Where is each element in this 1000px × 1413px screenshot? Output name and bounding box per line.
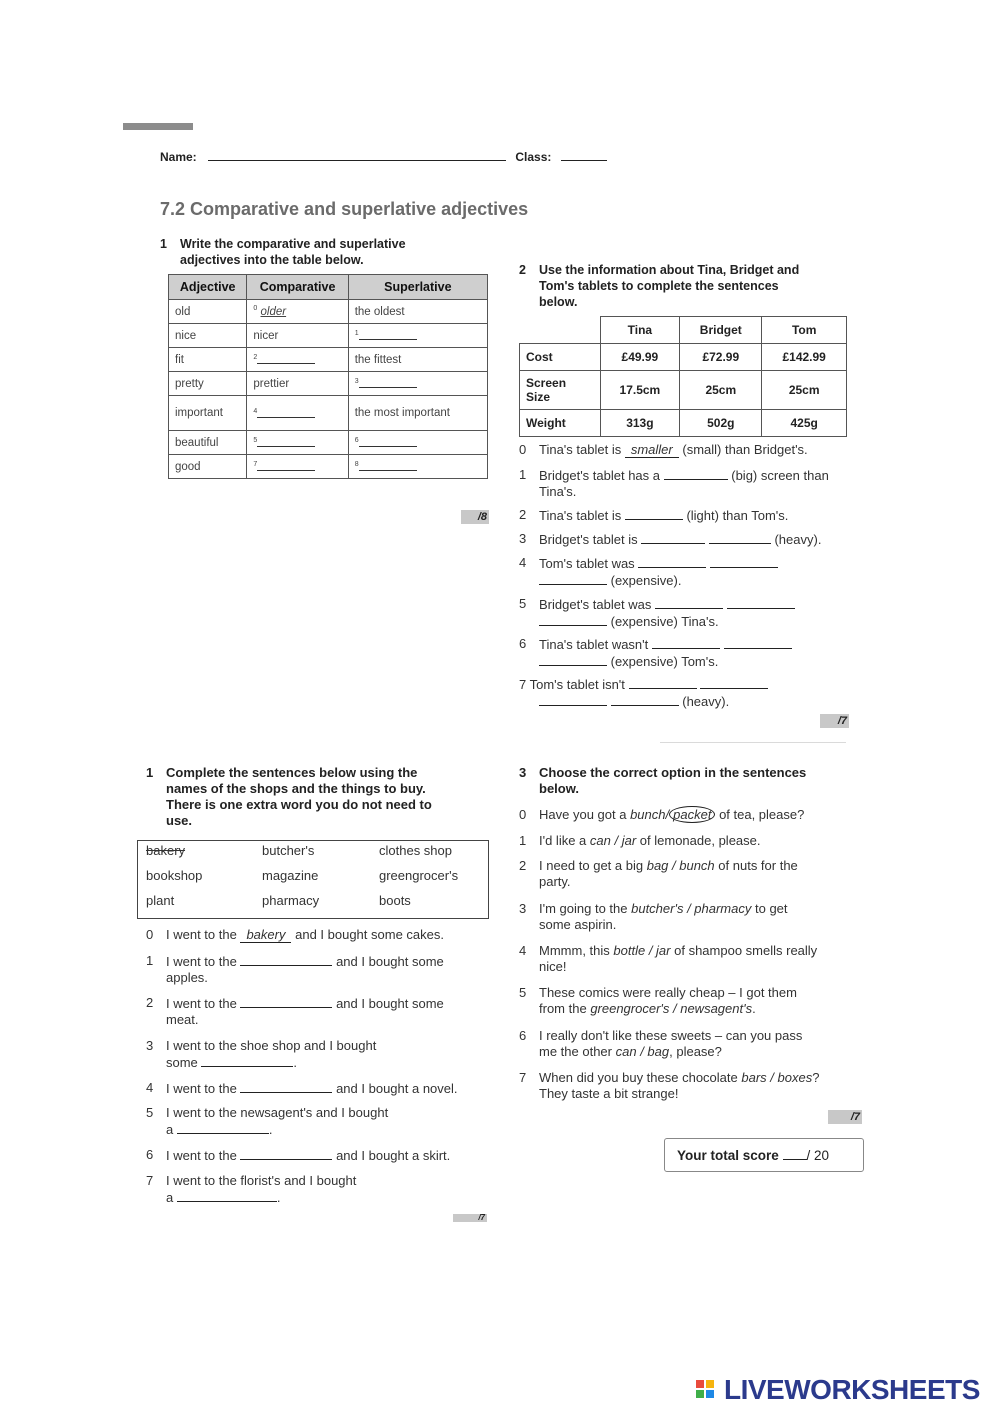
ex4-q7: 7 When did you buy these chocolate bars / boxes? They taste a bit strange!: [519, 1070, 820, 1101]
option-choice[interactable]: bars / boxes: [741, 1070, 813, 1085]
table-row: important $^4$ the most important: [169, 396, 488, 431]
liveworksheets-logo: [694, 1374, 994, 1410]
col-tina: Tina: [600, 317, 680, 344]
answer-blank[interactable]: [177, 1189, 277, 1202]
ex3-q0: 0 I went to the bakery and I bought some cakes.: [146, 927, 444, 942]
ex1-instruction: [160, 236, 480, 270]
ex2-number: 2: [519, 263, 526, 277]
answer-blank[interactable]: [700, 676, 768, 689]
answer-blank[interactable]: [539, 572, 607, 585]
class-field[interactable]: [561, 160, 607, 161]
ex4-score: /7: [828, 1110, 862, 1124]
word-plant: plant: [146, 893, 175, 908]
table-row: nice nicer $^1$: [169, 324, 488, 348]
answer-blank[interactable]: [664, 467, 728, 480]
option-choice[interactable]: can / bag: [615, 1044, 670, 1059]
option-choice[interactable]: bag / bunch: [646, 858, 715, 873]
ex2-q0: 0 Tina's tablet is smaller (small) than Bridget's.: [519, 442, 808, 457]
name-row: [160, 150, 607, 164]
answer-blank[interactable]: [240, 953, 332, 966]
ex2-text: Use the information about Tina, Bridget and Tom's tablets to complete the sentences below.: [539, 263, 800, 309]
total-score-box: Your total score / 20: [664, 1138, 864, 1172]
answer-blank[interactable]: [539, 613, 607, 626]
answer-blank[interactable]: [257, 435, 315, 447]
ex1-score: /8: [461, 510, 489, 524]
ex3-instruction: [146, 765, 486, 831]
word-pharmacy: pharmacy: [262, 893, 320, 908]
answer-blank[interactable]: [641, 531, 705, 544]
ex4-q2: 2 I need to get a big bag / bunch of nuts for the party.: [519, 858, 798, 889]
col-tom: Tom: [762, 317, 847, 344]
answer-blank[interactable]: [240, 1147, 332, 1160]
ex1-text: Write the comparative and superlative adjectives into the table below.: [180, 237, 406, 267]
option-choice[interactable]: greengrocer's / newsagent's: [590, 1001, 753, 1016]
answer-blank[interactable]: [539, 693, 607, 706]
answer-blank[interactable]: [177, 1121, 269, 1134]
col-comparative: Comparative: [247, 275, 348, 300]
header-decor-bar: [123, 123, 193, 130]
answer-blank[interactable]: [652, 636, 720, 649]
word-boots: boots: [379, 893, 411, 908]
logo-text: LIVEWORKSHEETS: [724, 1374, 980, 1405]
ex3-q4: 4 I went to the and I bought a novel.: [146, 1080, 458, 1096]
name-label: Name:: [160, 150, 197, 164]
answer-blank[interactable]: [240, 1080, 332, 1093]
ex4-q6: 6 I really don't like these sweets – can you pass me the other can / bag, please?: [519, 1028, 803, 1059]
table-row: Weight 313g 502g 425g: [520, 410, 847, 437]
word-bakery: bakery: [146, 843, 186, 858]
table-row: fit $^2$ the fittest: [169, 348, 488, 372]
option-choice[interactable]: can / jar: [589, 833, 637, 848]
option-choice[interactable]: bottle / jar: [613, 943, 671, 958]
option-choice[interactable]: butcher's / pharmacy: [631, 901, 752, 916]
ex2-score: /7: [820, 714, 849, 728]
table-row: Cost £49.99 £72.99 £142.99: [520, 344, 847, 371]
col-superlative: Superlative: [348, 275, 487, 300]
ex4-q0: 0 Have you got a bunch/ packet of tea, please?: [519, 807, 805, 822]
answer-blank[interactable]: [359, 435, 417, 447]
ex2-q2: 2 Tina's tablet is (light) than Tom's.: [519, 507, 789, 523]
word-magazine: magazine: [262, 868, 319, 883]
answer-blank[interactable]: [709, 531, 771, 544]
ex3-q1: 1 I went to the and I bought some apples.: [146, 953, 444, 985]
name-field[interactable]: [208, 160, 506, 161]
total-score-field[interactable]: [783, 1147, 807, 1160]
ex3-number: 1: [146, 765, 154, 780]
table-row: old $^0$ older the oldest: [169, 300, 488, 324]
answer-blank[interactable]: [727, 596, 795, 609]
table-row: pretty prettier $^3$: [169, 372, 488, 396]
ex3-text: Complete the sentences below using the names of the shops and the things to buy. There is one extra word you do not need to use.: [166, 765, 432, 828]
ex4-q3: 3 I'm going to the butcher's / pharmacy to get some aspirin.: [519, 901, 788, 932]
ex3-q6: 6 I went to the and I bought a skirt.: [146, 1147, 451, 1163]
ex3-q2: 2 I went to the and I bought some meat.: [146, 995, 444, 1027]
answer-blank[interactable]: [638, 555, 706, 568]
divider: [660, 742, 846, 743]
answer-blank[interactable]: [359, 459, 417, 471]
answer-blank[interactable]: [257, 352, 315, 364]
ex1-number: 1: [160, 237, 167, 251]
answer-blank[interactable]: [611, 693, 679, 706]
tablets-table: [519, 316, 847, 437]
answer-blank[interactable]: [539, 653, 607, 666]
ex3-q3: 3 I went to the shoe shop and I bought some .: [146, 1038, 377, 1070]
ex4-q5: 5 These comics were really cheap – I got them from the greengrocer's / newsagent's.: [519, 985, 797, 1016]
answer-blank[interactable]: [240, 995, 332, 1008]
adjectives-table: [168, 274, 488, 479]
ex2-instruction: [519, 262, 849, 312]
answer-blank[interactable]: [201, 1054, 293, 1067]
ex2-q3: 3 Bridget's tablet is (heavy).: [519, 531, 822, 547]
ex3-q7: 7 I went to the florist's and I bought a .: [146, 1173, 357, 1205]
circled-answer: packet: [669, 806, 715, 823]
answer-blank[interactable]: [359, 376, 417, 388]
word-greengrocers: greengrocer's: [379, 868, 459, 883]
ex4-instruction: [519, 765, 859, 799]
page-title: 7.2 Comparative and superlative adjectives: [160, 199, 529, 219]
ex3-q5: 5 I went to the newsagent's and I bought a .: [146, 1105, 389, 1137]
answer-blank[interactable]: [625, 507, 683, 520]
answer-blank[interactable]: [359, 328, 417, 340]
ex2-q7: 7 Tom's tablet isn't (heavy).: [519, 676, 859, 708]
ex4-q4: 4 Mmmm, this bottle / jar of shampoo smells really nice!: [519, 943, 818, 974]
table-row: beautiful $^5$ $^6$: [169, 431, 488, 455]
answer-blank[interactable]: [629, 676, 697, 689]
ex4-q1: 1 I'd like a can / jar of lemonade, please.: [519, 833, 761, 848]
ex4-number: 3: [519, 765, 527, 780]
col-bridget: Bridget: [680, 317, 762, 344]
word-bookshop: bookshop: [146, 868, 203, 883]
ex4-text: Choose the correct option in the sentences below.: [539, 765, 807, 796]
ex2-q5: 5 Bridget's tablet was (expensive) Tina's.: [519, 596, 859, 628]
answer-blank[interactable]: [724, 636, 792, 649]
answer-blank[interactable]: [655, 596, 723, 609]
answer-blank[interactable]: [257, 406, 315, 418]
logo-icon: [694, 1378, 722, 1406]
answer-blank[interactable]: [710, 555, 778, 568]
table-row: good $^7$ $^8$: [169, 455, 488, 479]
ex2-q6: 6 Tina's tablet wasn't (expensive) Tom's.: [519, 636, 859, 668]
table-row: Screen Size 17.5cm 25cm 25cm: [520, 371, 847, 410]
class-label: Class:: [515, 150, 552, 164]
ex2-q4: 4 Tom's tablet was (expensive).: [519, 555, 859, 587]
word-butchers: butcher's: [262, 843, 315, 858]
word-clothes-shop: clothes shop: [379, 843, 452, 858]
col-adjective: Adjective: [169, 275, 247, 300]
ex3-score: /7: [453, 1214, 487, 1222]
answer-blank[interactable]: [257, 459, 315, 471]
word-box: [137, 840, 489, 919]
ex2-q1: 1 Bridget's tablet has a (big) screen than Tina's.: [519, 467, 829, 499]
